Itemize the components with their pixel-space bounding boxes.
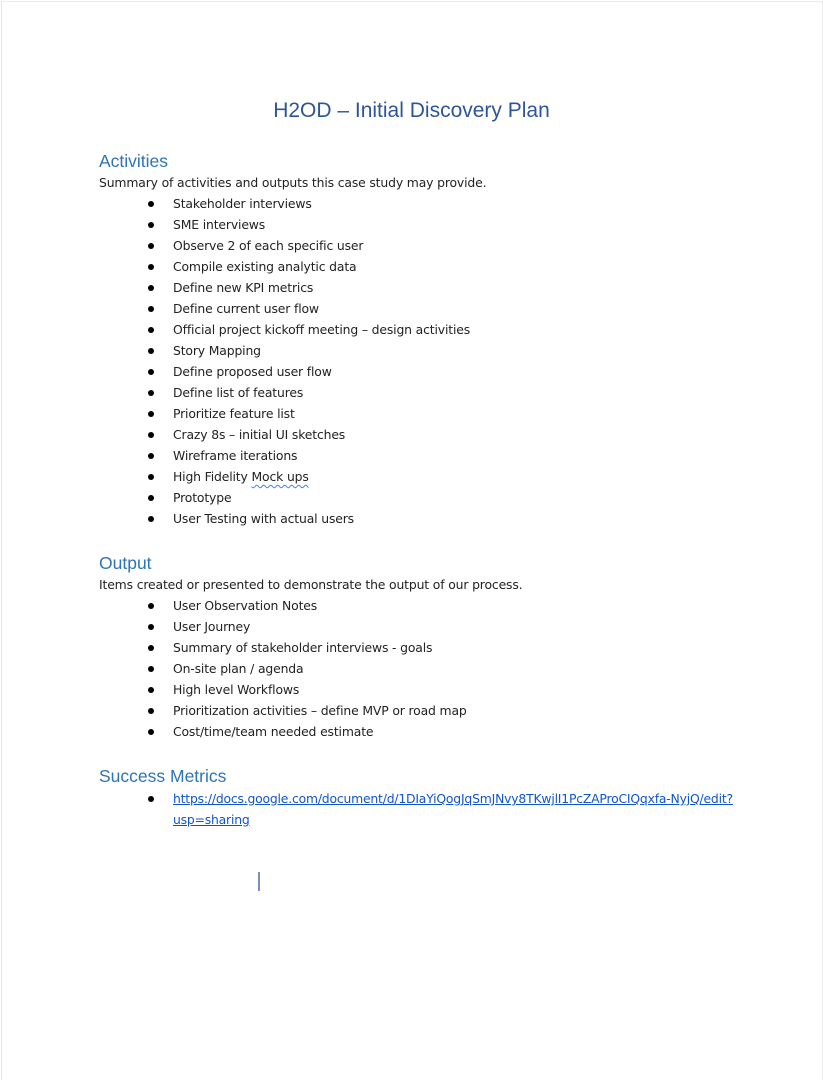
bullet-icon <box>148 327 154 333</box>
bullet-icon <box>148 624 154 630</box>
bullet-icon <box>148 264 154 270</box>
bullet-icon <box>148 603 154 609</box>
list-item: Cost/time/team needed estimate <box>0 721 467 742</box>
bullet-icon <box>148 729 154 735</box>
output-list <box>0 595 467 742</box>
bullet-icon <box>148 474 154 480</box>
bullet-icon <box>148 243 154 249</box>
bullet-icon <box>148 432 154 438</box>
spellcheck-underline[interactable]: Mock ups <box>251 469 309 484</box>
bullet-icon <box>148 369 154 375</box>
list-item: Summary of stakeholder interviews - goals <box>0 637 467 658</box>
bullet-icon <box>148 687 154 693</box>
list-item: Prototype <box>0 487 470 508</box>
list-item: Define proposed user flow <box>0 361 470 382</box>
list-item: Prioritization activities – define MVP or road map <box>0 700 467 721</box>
list-item: User Testing with actual users <box>0 508 470 529</box>
list-item: On-site plan / agenda <box>0 658 467 679</box>
bullet-icon <box>148 453 154 459</box>
list-item: Prioritize feature list <box>0 403 470 424</box>
list-item: High level Workflows <box>0 679 467 700</box>
activities-heading: Activities <box>99 151 169 171</box>
list-item: Compile existing analytic data <box>0 256 470 277</box>
list-item: Story Mapping <box>0 340 470 361</box>
activities-intro: Summary of activities and outputs this case study may provide. <box>99 175 487 190</box>
list-item: SME interviews <box>0 214 470 235</box>
bullet-icon <box>148 348 154 354</box>
list-item: Stakeholder interviews <box>0 193 470 214</box>
list-item: Official project kickoff meeting – design activities <box>0 319 470 340</box>
bullet-icon <box>148 390 154 396</box>
output-intro: Items created or presented to demonstrate the output of our process. <box>99 577 523 592</box>
list-item: Observe 2 of each specific user <box>0 235 470 256</box>
bullet-icon <box>148 201 154 207</box>
bullet-icon <box>148 411 154 417</box>
list-item: User Journey <box>0 616 467 637</box>
bullet-icon <box>148 645 154 651</box>
bullet-icon <box>148 306 154 312</box>
bullet-icon <box>148 708 154 714</box>
bullet-icon <box>148 495 154 501</box>
list-item: User Observation Notes <box>0 595 467 616</box>
activities-list <box>0 193 470 529</box>
list-item: Define list of features <box>0 382 470 403</box>
list-item: Wireframe iterations <box>0 445 470 466</box>
list-item: Define new KPI metrics <box>0 277 470 298</box>
output-heading: Output <box>99 553 152 573</box>
document-title: H2OD – Initial Discovery Plan <box>273 99 550 122</box>
list-item: High Fidelity Mock ups <box>0 466 470 487</box>
bullet-icon <box>148 222 154 228</box>
success-metrics-heading: Success Metrics <box>99 766 227 786</box>
success-metrics-link[interactable]: https://docs.google.com/document/d/1DIaYiQogJqSmJNvy8TKwjlI1PcZAProCIQqxfa-NyjQ/edit?usp=sharing <box>173 791 733 827</box>
bullet-icon <box>148 516 154 522</box>
text-cursor <box>258 872 260 891</box>
bullet-icon <box>148 796 154 802</box>
bullet-icon <box>148 285 154 291</box>
bullet-icon <box>148 666 154 672</box>
list-item: Crazy 8s – initial UI sketches <box>0 424 470 445</box>
list-item: Define current user flow <box>0 298 470 319</box>
